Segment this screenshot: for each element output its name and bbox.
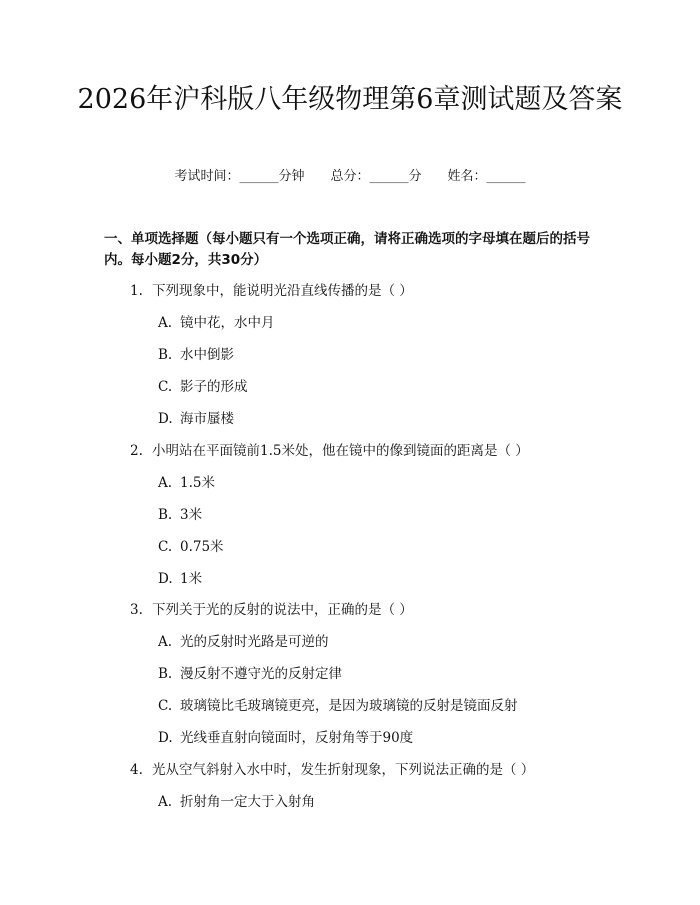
- question-2-option-a: [158, 473, 215, 493]
- question-3-option-c: [158, 696, 518, 716]
- question-text: 下列关于光的反射的说法中，正确的是（ ）: [152, 602, 413, 618]
- question-1-option-c: [158, 377, 248, 397]
- option-letter: A.: [158, 634, 173, 650]
- question-3-option-b: [158, 664, 342, 684]
- option-text: 0.75米: [180, 539, 224, 555]
- question-1-option-b: [158, 345, 234, 365]
- page-title: 2026年沪科版八年级物理第6章测试题及答案: [77, 84, 623, 115]
- question-number: 2.: [130, 443, 143, 459]
- option-text: 折射角一定大于入射角: [180, 794, 315, 810]
- question-text: 小明站在平面镜前1.5米处，他在镜中的像到镜面的距离是（ ）: [152, 443, 529, 459]
- option-text: 1.5米: [180, 475, 215, 491]
- option-text: 3米: [180, 507, 203, 523]
- option-letter: B.: [158, 347, 173, 363]
- question-1-option-d: [158, 409, 234, 429]
- question-2-option-c: [158, 537, 224, 557]
- question-3: [130, 600, 413, 620]
- option-text: 镜中花，水中月: [180, 315, 275, 331]
- option-letter: D.: [158, 411, 173, 427]
- option-letter: A.: [158, 315, 173, 331]
- option-text: 水中倒影: [180, 347, 234, 363]
- option-letter: D.: [158, 571, 173, 587]
- question-number: 4.: [130, 762, 143, 778]
- option-letter: B.: [158, 507, 173, 523]
- question-number: 1.: [130, 283, 143, 299]
- student-name-label: 姓名：______: [447, 169, 526, 184]
- option-letter: C.: [158, 539, 173, 555]
- total-score-label: 总分：______分: [330, 169, 422, 184]
- exam-time-label: 考试时间：______分钟: [174, 169, 305, 184]
- option-letter: B.: [158, 666, 173, 682]
- question-1: [130, 281, 413, 301]
- question-text: 下列现象中，能说明光沿直线传播的是（ ）: [152, 283, 413, 299]
- question-1-option-a: [158, 313, 275, 333]
- question-2: [130, 441, 529, 461]
- option-text: 漫反射不遵守光的反射定律: [180, 666, 342, 682]
- option-letter: C.: [158, 379, 173, 395]
- option-letter: A.: [158, 475, 173, 491]
- option-text: 玻璃镜比毛玻璃镜更亮，是因为玻璃镜的反射是镜面反射: [180, 698, 518, 714]
- question-3-option-d: [158, 728, 413, 748]
- option-text: 光线垂直射向镜面时，反射角等于90度: [180, 730, 414, 746]
- question-4-option-a: [158, 792, 315, 812]
- question-2-option-b: [158, 505, 202, 525]
- option-text: 光的反射时光路是可逆的: [180, 634, 329, 650]
- section-heading: 一、单项选择题（每小题只有一个选项正确，请将正确选项的字母填在题后的括号内。每小题2分，共30分）: [104, 231, 590, 268]
- question-2-option-d: [158, 569, 202, 589]
- option-letter: D.: [158, 730, 173, 746]
- question-4: [130, 760, 534, 780]
- option-letter: C.: [158, 698, 173, 714]
- option-text: 影子的形成: [180, 379, 248, 395]
- option-text: 1米: [180, 571, 203, 587]
- question-3-option-a: [158, 632, 329, 652]
- question-number: 3.: [130, 602, 143, 618]
- option-text: 海市蜃楼: [180, 411, 234, 427]
- exam-meta: [0, 167, 700, 187]
- question-text: 光从空气斜射入水中时，发生折射现象，下列说法正确的是（ ）: [152, 762, 535, 778]
- option-letter: A.: [158, 794, 173, 810]
